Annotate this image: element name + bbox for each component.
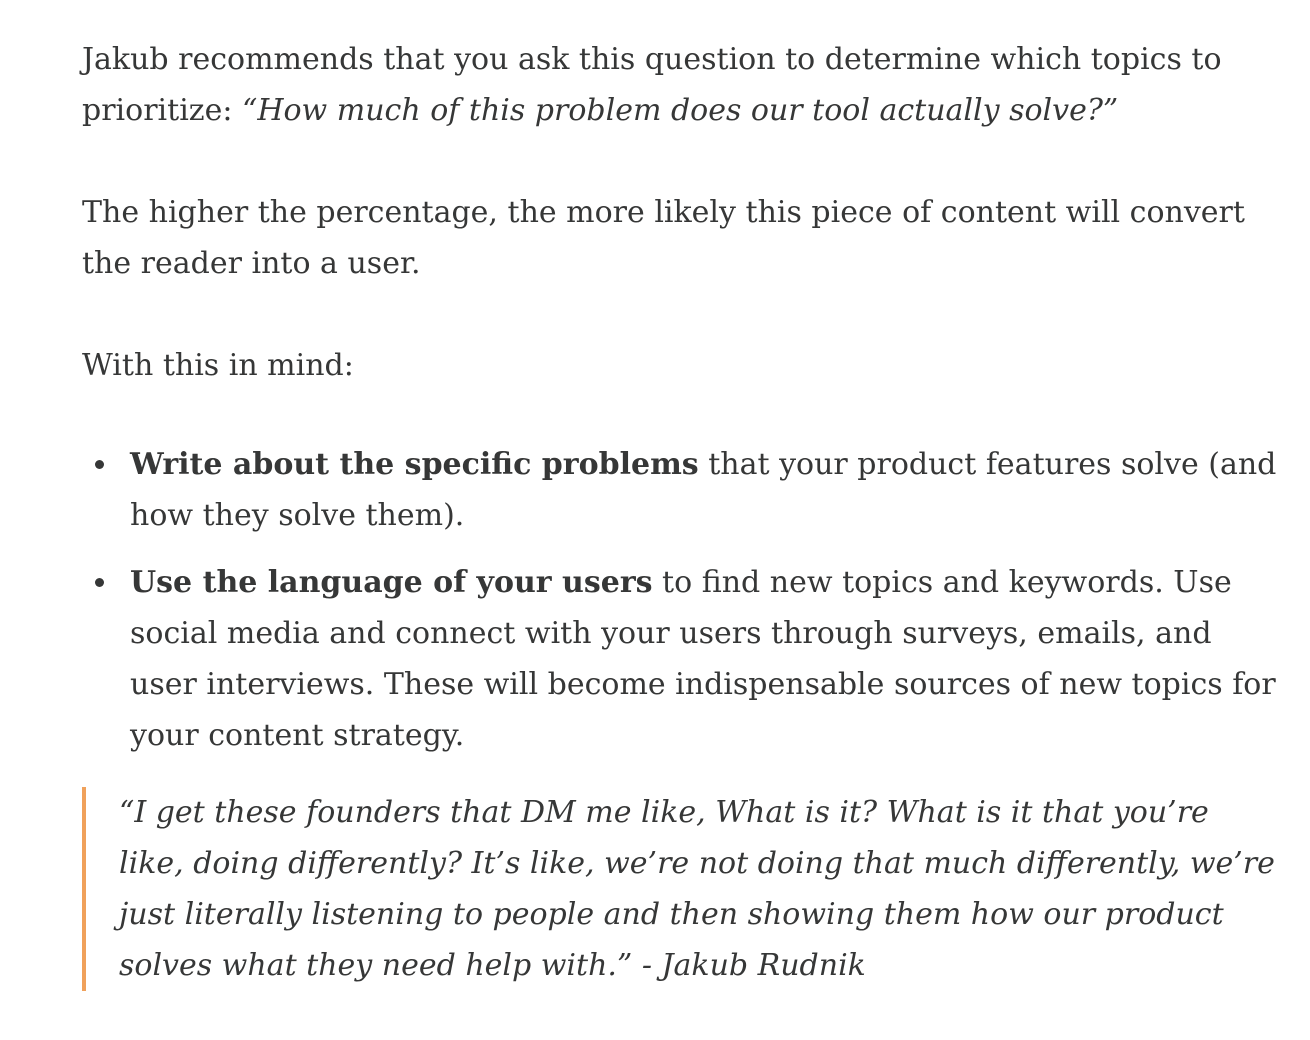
list-item-text: that your product features solve (and how they solve them). [130,447,1277,533]
paragraph-percentage: The higher the percentage, the more likely this piece of content will convert the reader into a user. [82,195,1245,281]
list-item [130,557,1282,761]
article-body [82,34,1282,991]
tips-list [82,439,1282,761]
list-item-bold: Use the language of your users [130,565,653,600]
list-item-bold: Write about the specific problems [130,447,699,482]
paragraph-text: Jakub recommends that you ask this question to determine which topics to prioritize: [82,42,1222,128]
question-quote: “How much of this problem does our tool actually solve?” [242,93,1119,128]
list-item [130,439,1282,541]
pull-quote [82,787,1282,991]
paragraph-prioritize [82,34,1282,136]
list-item-text: to find new topics and keywords. Use social media and connect with your users through surveys, emails, and user interviews. These will become indispensable sources of new topics for your content strategy. [130,565,1276,753]
paragraph-with-this-in-mind: With this in mind: [82,348,354,383]
pull-quote-text: “I get these founders that DM me like, What is it? What is it that you’re like, doing differently? It’s like, we’re not doing that much differently, we’re just literally listening to people and then showing them how our product solves what they need help with.” - Jakub Rudnik [119,795,1275,983]
